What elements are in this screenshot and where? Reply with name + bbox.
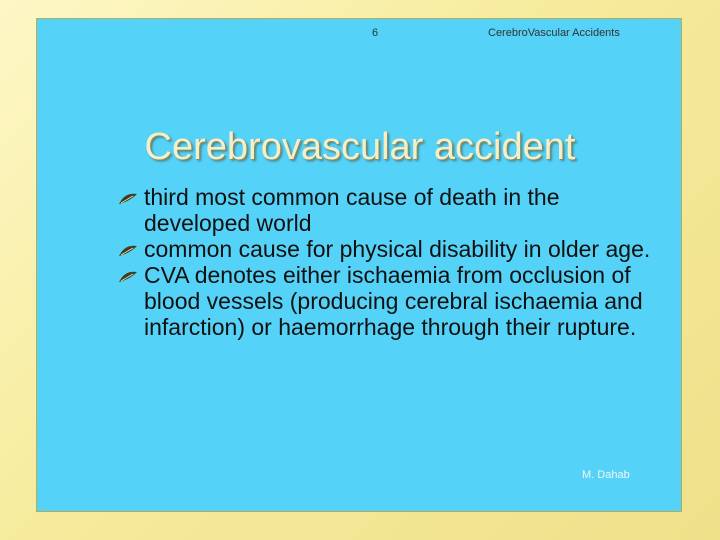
bullet-text: third most common cause of death in the developed world [144,184,560,236]
decorative-leaf-icon [118,236,144,262]
bullet-text: CVA denotes either ischaemia from occlusion of blood vessels (producing cerebral ischaemia and infarction) or haemorrhage through their rupture. [144,262,643,340]
bullet-item [98,184,658,236]
decorative-leaf-icon [118,184,144,210]
slide-number: 6 [372,27,379,39]
bullet-text: common cause for physical disability in older age. [144,236,651,262]
bullet-item [98,236,658,262]
decorative-leaf-icon [118,262,144,288]
bullet-list [98,184,658,340]
footer-author: M. Dahab [582,469,630,481]
bullet-item [98,262,658,340]
slide-title: Cerebrovascular accident [144,126,576,168]
header-text: CerebroVascular Accidents [488,27,620,39]
